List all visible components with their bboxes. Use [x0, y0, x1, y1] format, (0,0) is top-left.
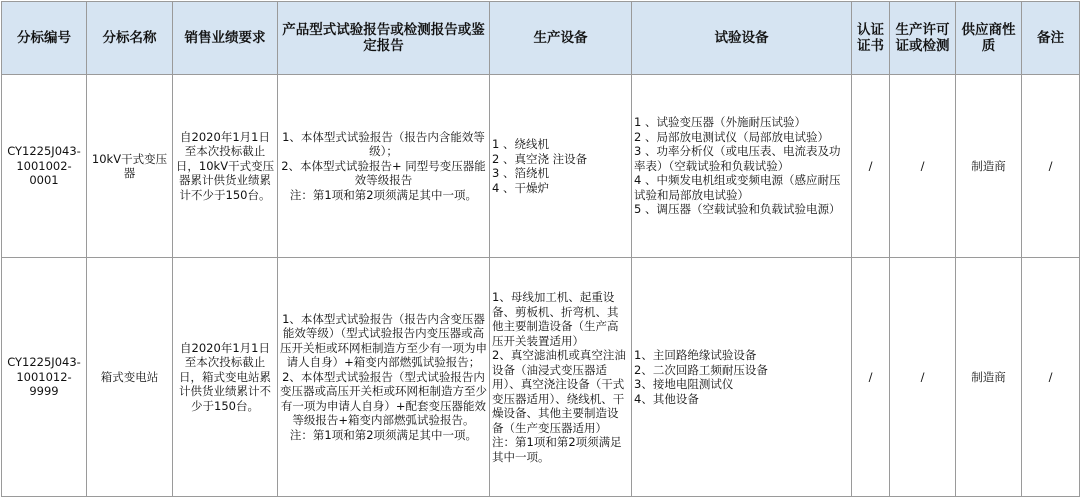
report-cell — [278, 258, 490, 497]
bid-name-cell: 10kV干式变压器 — [87, 75, 173, 258]
production-cell — [490, 75, 632, 258]
testing-line: 1 、试验变压器（外施耐压试验） — [634, 115, 806, 130]
testing-cell — [632, 75, 852, 258]
remark-cell: / — [1022, 258, 1080, 497]
testing-line: 2 、局部放电测试仪（局部放电试验） — [634, 129, 829, 144]
production-cell — [490, 258, 632, 497]
header-remark: 备注 — [1022, 2, 1080, 75]
production-line: 2、真空滤油机或真空注油设备（油浸式变压器适用）、真空浇注设备（干式变压器适用）、绕线机、干燥设备、其他主要制造设备（生产变压器适用）注：第1项和第2项须满足其中一项。 — [492, 348, 626, 464]
testing-line: 4 、中频发电机组或变频电源（感应耐压试验和局部放电试验） — [634, 173, 841, 202]
bid-name-cell: 箱式变电站 — [87, 258, 173, 497]
supplier-cell: 制造商 — [956, 258, 1022, 497]
report-line: 1、本体型式试验报告（报告内含变压器能效等级）（型式试验报告内变压器或高压开关柜或环网柜制造方至少有一项为申请人自身）+箱变内部燃弧试验报告； — [280, 311, 487, 370]
header-production: 生产设备 — [490, 2, 632, 75]
production-line: 1、母线加工机、起重设备、剪板机、折弯机、其他主要制造设备（生产高压开关装置适用） — [492, 290, 619, 348]
report-line: 2、本体型式试验报告（型式试验报告内变压器或高压开关柜或环网柜制造方至少有一项为申请人自身）+配套变压器能效等级报告+箱变内部燃弧试验报告。 — [280, 369, 487, 428]
report-line: 2、本体型式试验报告+ 同型号变压器能效等级报告 — [281, 158, 486, 188]
cert-cell: / — [852, 258, 890, 497]
testing-cell — [632, 258, 852, 497]
license-cell: / — [890, 258, 956, 497]
table-row — [2, 258, 1080, 497]
testing-line: 3 、功率分析仪（或电压表、电流表及功率表）（空载试验和负载试验） — [634, 144, 841, 173]
header-report: 产品型式试验报告或检测报告或鉴定报告 — [278, 2, 490, 75]
report-cell — [278, 75, 490, 258]
bid-no-cell: CY1225J043-1001012-9999 — [2, 258, 87, 497]
header-license: 生产许可证或检测 — [890, 2, 956, 75]
header-testing: 试验设备 — [632, 2, 852, 75]
testing-line: 1、主回路绝缘试验设备 — [634, 348, 757, 362]
report-line: 1、本体型式试验报告（报告内含能效等级）； — [282, 129, 485, 159]
sales-cell: 自2020年1月1日至本次投标截止日，箱式变电站累计供货业绩累计不少于150台。 — [173, 258, 278, 497]
header-bid-no: 分标编号 — [2, 2, 87, 75]
production-line: 3 、箔绕机 — [492, 166, 549, 180]
supplier-cell: 制造商 — [956, 75, 1022, 258]
report-note: 注：第1项和第2项须满足其中一项。 — [289, 427, 478, 442]
header-row — [2, 2, 1080, 75]
production-line: 1 、绕线机 — [492, 137, 549, 151]
header-bid-name: 分标名称 — [87, 2, 173, 75]
header-supplier: 供应商性质 — [956, 2, 1022, 75]
bid-no-cell: CY1225J043-1001002-0001 — [2, 75, 87, 258]
report-note: 注：第1项和第2项须满足其中一项。 — [289, 187, 478, 202]
testing-line: 5 、调压器（空载试验和负载试验电源） — [634, 202, 841, 217]
header-sales: 销售业绩要求 — [173, 2, 278, 75]
testing-line: 3、接地电阻测试仪 — [634, 377, 734, 391]
testing-line: 2、二次回路工频耐压设备 — [634, 362, 768, 377]
header-cert: 认证证书 — [852, 2, 890, 75]
testing-line: 4、其他设备 — [634, 391, 699, 406]
cert-cell: / — [852, 75, 890, 258]
table-row — [2, 75, 1080, 258]
production-line: 4 、干燥炉 — [492, 180, 549, 195]
requirements-table — [1, 1, 1080, 497]
license-cell: / — [890, 75, 956, 258]
production-line: 2 、真空浇 注设备 — [492, 151, 588, 166]
sales-cell: 自2020年1月1日至本次投标截止日，10kV干式变压器累计供货业绩累计不少于150台。 — [173, 75, 278, 258]
remark-cell: / — [1022, 75, 1080, 258]
